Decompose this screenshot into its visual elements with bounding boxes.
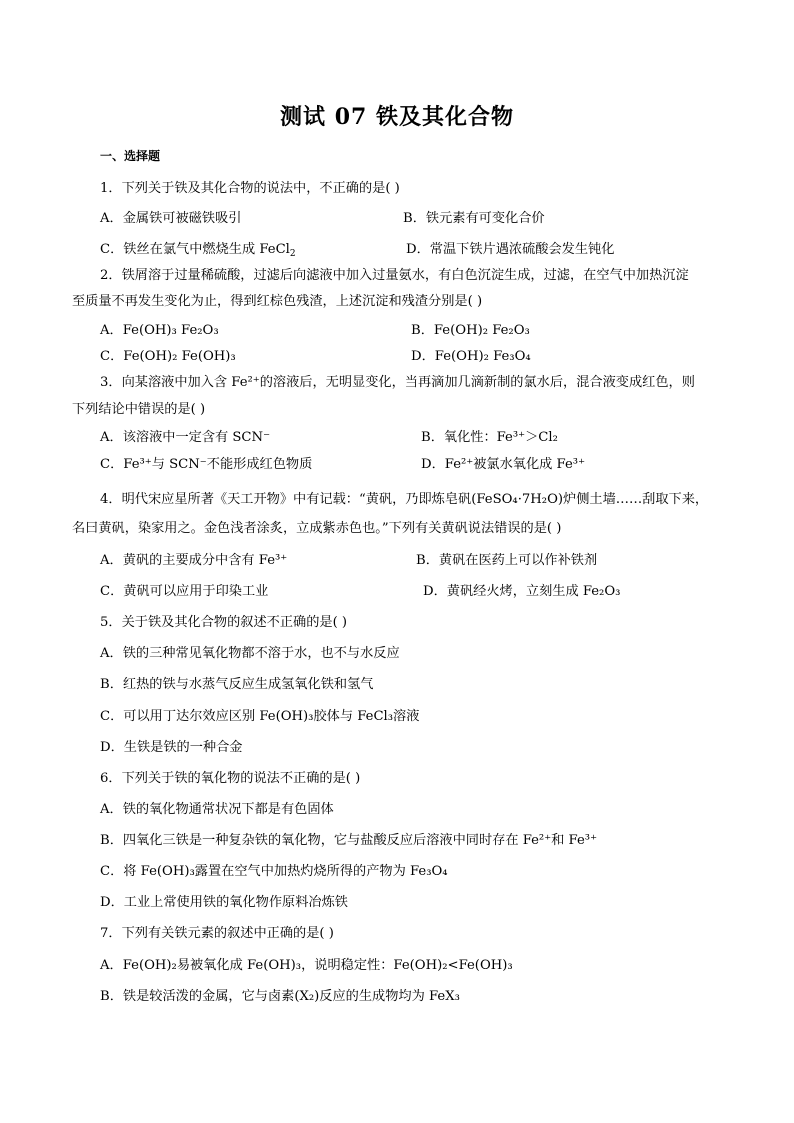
q6-option-c: C．将 Fe(OH)₃露置在空气中加热灼烧所得的产物为 Fe₃O₄ — [100, 864, 448, 879]
title-text: 测试 07 铁及其化合物 — [280, 104, 514, 130]
q1-option-c-text: C．铁丝在氯气中燃烧生成 FeCl — [100, 242, 290, 257]
q7-stem: 7．下列有关铁元素的叙述中正确的是( ) — [100, 926, 334, 941]
q4-option-d: D．黄矾经火烤，立刻生成 Fe₂O₃ — [423, 584, 621, 599]
q5-option-a: A．铁的三种常见氧化物都不溶于水，也不与水反应 — [100, 646, 400, 661]
q3-option-d: D．Fe²⁺被氯水氧化成 Fe³⁺ — [421, 457, 586, 472]
q4-stem-line2: 名曰黄矾，染家用之。金色浅者涂炙，立成紫赤色也。”下列有关黄矾说法错误的是( ) — [72, 521, 562, 536]
section-heading: 一、选择题 — [100, 149, 161, 163]
q3-option-a: A．该溶液中一定含有 SCN⁻ — [100, 430, 271, 445]
q5-stem: 5．关于铁及其化合物的叙述不正确的是( ) — [100, 615, 348, 630]
q4-option-c: C．黄矾可以应用于印染工业 — [100, 584, 269, 599]
q4-option-b: B．黄矾在医药上可以作补铁剂 — [416, 553, 598, 568]
q1-option-d: D．常温下铁片遇浓硫酸会发生钝化 — [406, 242, 615, 257]
q6-option-b: B．四氧化三铁是一种复杂铁的氧化物，它与盐酸反应后溶液中同时存在 Fe²⁺和 Fe³⁺ — [100, 833, 598, 848]
q2-option-d: D．Fe(OH)₂ Fe₃O₄ — [411, 349, 531, 364]
q1-stem: 1．下列关于铁及其化合物的说法中，不正确的是( ) — [100, 181, 400, 196]
q1-option-b: B．铁元素有可变化合价 — [403, 211, 545, 226]
q4-option-a: A．黄矾的主要成分中含有 Fe³⁺ — [100, 553, 288, 568]
q7-option-a: A．Fe(OH)₂易被氧化成 Fe(OH)₃，说明稳定性：Fe(OH)₂<Fe(OH)₃ — [100, 958, 513, 973]
q3-stem-line2: 下列结论中错误的是( ) — [72, 402, 206, 417]
q6-option-a: A．铁的氧化物通常状况下都是有色固体 — [100, 802, 334, 817]
q5-option-d: D．生铁是铁的一种合金 — [100, 740, 243, 755]
q2-option-b: B．Fe(OH)₂ Fe₂O₃ — [411, 323, 530, 338]
page-title — [0, 100, 794, 131]
q1-option-c — [100, 238, 296, 259]
q3-option-c: C．Fe³⁺与 SCN⁻不能形成红色物质 — [100, 457, 313, 472]
q2-option-c: C．Fe(OH)₂ Fe(OH)₃ — [100, 349, 236, 364]
q4-stem-line1: 4．明代宋应星所著《天工开物》中有记载：“黄矾，乃即炼皂矾(FeSO₄·7H₂O)炉侧土墙……刮取下来， — [100, 492, 709, 507]
q2-option-a: A．Fe(OH)₃ Fe₂O₃ — [100, 323, 219, 338]
q5-option-b: B．红热的铁与水蒸气反应生成氢氧化铁和氢气 — [100, 677, 374, 692]
q1-option-c-sub: 2 — [289, 249, 296, 259]
q3-option-b: B．氧化性：Fe³⁺＞Cl₂ — [421, 430, 558, 445]
q2-stem-line2: 至质量不再发生变化为止，得到红棕色残渣，上述沉淀和残渣分别是( ) — [72, 294, 483, 309]
q6-stem: 6．下列关于铁的氧化物的说法不正确的是( ) — [100, 771, 361, 786]
q1-option-a: A．金属铁可被磁铁吸引 — [100, 211, 242, 226]
q5-option-c: C．可以用丁达尔效应区别 Fe(OH)₃胶体与 FeCl₃溶液 — [100, 709, 420, 724]
q7-option-b: B．铁是较活泼的金属，它与卤素(X₂)反应的生成物均为 FeX₃ — [100, 989, 460, 1004]
q2-stem-line1: 2．铁屑溶于过量稀硫酸，过滤后向滤液中加入过量氨水，有白色沉淀生成，过滤，在空气中加热沉淀 — [100, 268, 689, 283]
q6-option-d: D．工业上常使用铁的氧化物作原料冶炼铁 — [100, 895, 348, 910]
q3-stem-line1: 3．向某溶液中加入含 Fe²⁺的溶液后，无明显变化，当再滴加几滴新制的氯水后，混合液变成红色，则 — [100, 375, 695, 390]
